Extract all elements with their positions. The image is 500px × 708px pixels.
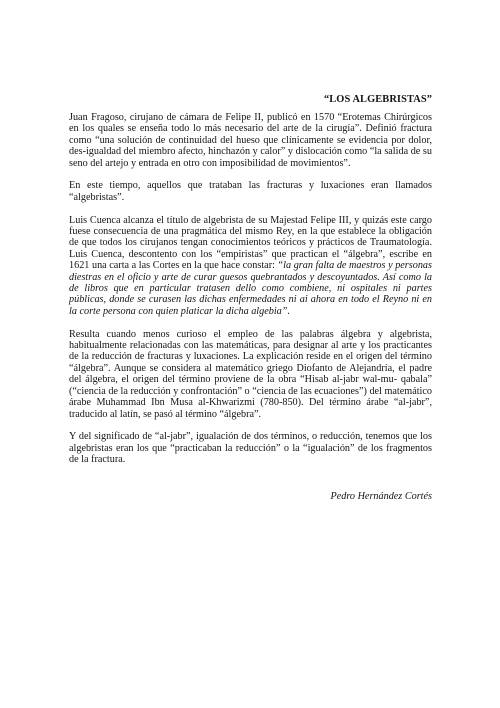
document-body [69, 112, 432, 466]
document-title: “LOS ALGEBRISTAS” [323, 94, 432, 105]
paragraph-3-quote: “la gran falta de maestros y personas diestras en el oficio y arte de curar guesos quebrantados y descoyuntados. Así como la de libros que en particular tratasen dello como combiene, ni ospitales ni partes públicas, donde se curasen las dichas enfermedades ni ai ahora en todo el Reyno ni en la corte persona con quien platicar la dicha algebia”. [69, 260, 432, 317]
paragraph-2-text: En este tiempo, aquellos que trataban las fracturas y luxaciones eran llamados “algebristas”. [69, 180, 432, 203]
author-signature: Pedro Hernández Cortés [330, 491, 432, 502]
paragraph-1 [69, 112, 432, 169]
paragraph-5 [69, 431, 432, 465]
paragraph-1-text: Juan Fragoso, cirujano de cámara de Felipe II, publicó en 1570 “Erotemas Chirúrgicos en los quales se enseña todo lo más necesario del arte de la cirugía”. Definió fractura como “una solución de continuidad del hueso que clínicamente se evidencia por dolor, des-igualdad del miembro afecto, hinchazón y calor” y dislocación como “la salida de su seno del artejo y entrada en otro con imposibilidad de movimientos”. [69, 112, 432, 169]
paragraph-3-text: Luis Cuenca alcanza el título de algebrista de su Majestad Felipe III, y quizás este cargo fuese consecuencia de una pragmática del mismo Rey, en la que establece la obligación de que todos los cirujanos tengan conocimientos teóricos y prácticos de Traumatología. Luis Cuenca, descontento con los “empiristas” que practican el “álgebra”, escribe en 1621 una carta a las Cortes en la que hace constar: [69, 214, 432, 272]
paragraph-5-text: Y del significado de “al-jabr”, igualación de dos términos, o reducción, tenemos que los algebristas eran los que “practicaban la reducción” o la “igualación” de los fragmentos de la fractura. [69, 431, 432, 466]
paragraph-2 [69, 180, 432, 203]
paragraph-3 [69, 215, 432, 318]
paragraph-4-text: Resulta cuando menos curioso el empleo de las palabras álgebra y algebrista, habitualmente relacionadas con las matemáticas, para designar al arte y los practicantes de la reducción de fracturas y luxaciones. La explicación reside en el origen del término “álgebra”. Aunque se considera al matemático griego Diofanto de Alejandría, el padre del álgebra, el origen del término proviene de la obra “Hisab al-jabr wal-mu- qabala” (“ciencia de la reducción y confrontación” o “ciencia de las ecuaciones”) del matemático árabe Muhammad Ibn Musa al-Khwarizmi (780-850). Del término árabe “al-jabr”, traducido al latín, se pasó al término “álgebra”. [69, 328, 432, 420]
paragraph-4 [69, 329, 432, 420]
